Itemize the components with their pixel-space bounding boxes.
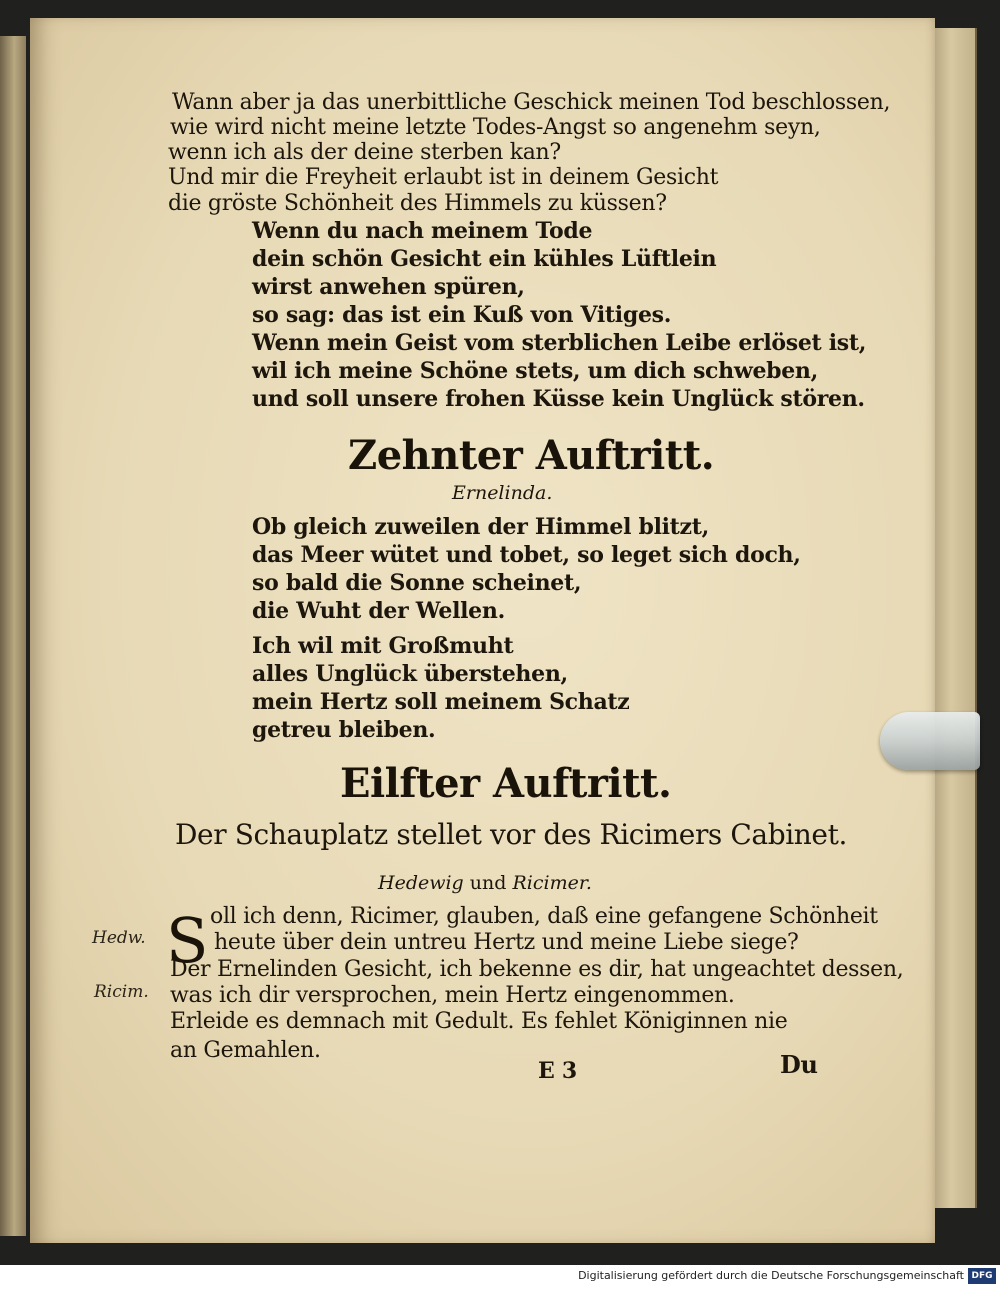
scene-heading: Eilfter Auftritt. <box>340 760 672 807</box>
verse-line: wenn ich als der deine sterben kan? <box>168 140 561 165</box>
verse-line: alles Unglück überstehen, <box>252 661 568 687</box>
character-name: Hedewig <box>378 872 464 894</box>
speech-line: Erleide es demnach mit Gedult. Es fehlet Königinnen nie <box>170 1009 788 1034</box>
verse-line: wil ich meine Schöne stets, um dich schweben, <box>252 358 818 384</box>
speaker-label: Hedw. <box>92 928 146 948</box>
drop-cap: S <box>166 904 209 977</box>
verse-line: die gröste Schönheit des Himmels zu küssen? <box>168 191 667 216</box>
character-conjunction: und <box>469 872 507 894</box>
verse-line: die Wuht der Wellen. <box>252 598 505 624</box>
speech-line: was ich dir versprochen, mein Hertz eingenommen. <box>170 983 735 1008</box>
scene-characters <box>378 872 592 894</box>
speech-line: Der Ernelinden Gesicht, ich bekenne es dir, hat ungeachtet dessen, <box>170 957 904 982</box>
verse-line: Wenn du nach meinem Tode <box>252 218 593 244</box>
verse-line: Ob gleich zuweilen der Himmel blitzt, <box>252 514 709 540</box>
verse-line: Wann aber ja das unerbittliche Geschick meinen Tod beschlossen, <box>172 90 891 115</box>
left-page-edge <box>0 36 26 1236</box>
verse-line: das Meer wütet und tobet, so leget sich doch, <box>252 542 801 568</box>
verse-line: Ich wil mit Großmuht <box>252 633 514 659</box>
scene-heading: Zehnter Auftritt. <box>348 432 715 479</box>
verse-line: wie wird nicht meine letzte Todes-Angst so angenehm seyn, <box>170 115 821 140</box>
right-page-edges <box>935 28 977 1208</box>
catchword: Du <box>780 1050 818 1079</box>
verse-line: Wenn mein Geist vom sterblichen Leibe erlöset ist, <box>252 330 867 356</box>
speech-line: an Gemahlen. <box>170 1038 321 1063</box>
page-marker-tab <box>880 712 980 770</box>
verse-line: wirst anwehen spüren, <box>252 274 525 300</box>
speech-line: heute über dein untreu Hertz und meine Liebe siege? <box>214 930 799 955</box>
stage-setting: Der Schauplatz stellet vor des Ricimers Cabinet. <box>175 818 847 851</box>
verse-line: so bald die Sonne scheinet, <box>252 570 582 596</box>
verse-line: getreu bleiben. <box>252 717 436 743</box>
character-name: Ernelinda. <box>452 482 553 504</box>
verse-line: und soll unsere frohen Küsse kein Unglück stören. <box>252 386 865 412</box>
speech-line: oll ich denn, Ricimer, glauben, daß eine gefangene Schönheit <box>210 904 878 929</box>
verse-line: mein Hertz soll meinem Schatz <box>252 689 630 715</box>
verse-line: so sag: das ist ein Kuß von Vitiges. <box>252 302 672 328</box>
verse-line: Und mir die Freyheit erlaubt ist in deinem Gesicht <box>168 165 719 190</box>
funding-credit: Digitalisierung gefördert durch die Deutsche Forschungsgemeinschaft <box>578 1269 964 1282</box>
verse-line: dein schön Gesicht ein kühles Lüftlein <box>252 246 717 272</box>
signature-mark: E 3 <box>538 1058 577 1084</box>
character-name: Ricimer. <box>512 872 592 894</box>
dfg-logo: DFG <box>968 1268 996 1284</box>
footer-bar <box>0 1265 1000 1289</box>
speaker-label: Ricim. <box>94 982 149 1002</box>
